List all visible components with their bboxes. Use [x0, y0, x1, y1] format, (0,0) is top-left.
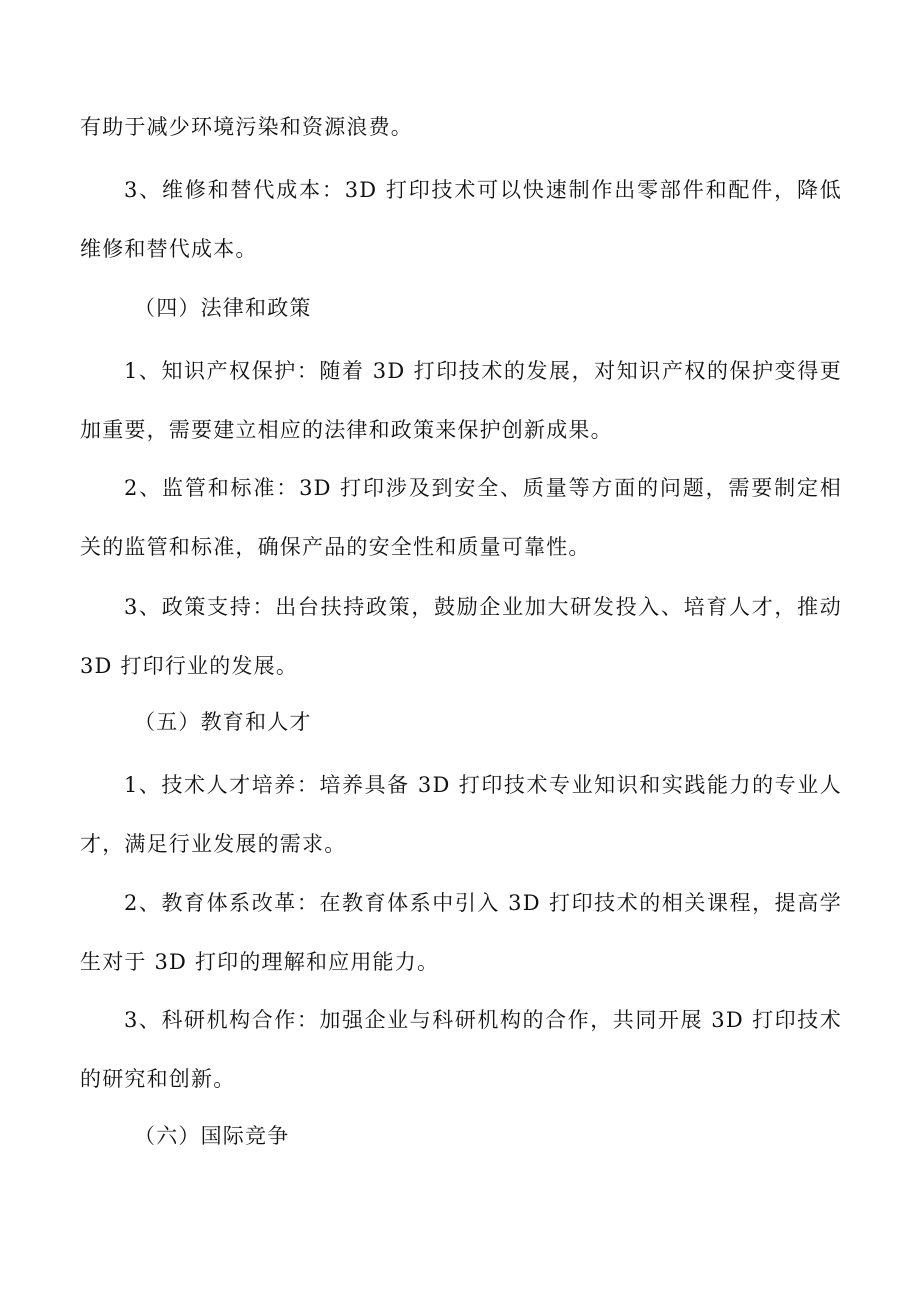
paragraph-research-cooperation: 3、科研机构合作：加强企业与科研机构的合作，共同开展 3D 打印技术的研究和创新。: [80, 1008, 842, 1091]
section-heading-law-policy: （四）法律和政策: [134, 296, 312, 320]
paragraph-policy-support: 3、政策支持：出台扶持政策，鼓励企业加大研发投入、培育人才，推动 3D 打印行业的发展。: [80, 595, 842, 678]
paragraph-ip-protection: 1、知识产权保护：随着 3D 打印技术的发展，对知识产权的保护变得更加重要，需要建立相应的法律和政策来保护创新成果。: [80, 359, 842, 442]
paragraph-education-reform: 2、教育体系改革：在教育体系中引入 3D 打印技术的相关课程，提高学生对于 3D 打印的理解和应用能力。: [80, 891, 842, 974]
section-heading-international-competition: （六）国际竞争: [134, 1124, 290, 1148]
paragraph-regulation-standards: 2、监管和标准：3D 打印涉及到安全、质量等方面的问题，需要制定相关的监管和标准，确保产品的安全性和质量可靠性。: [80, 476, 842, 559]
section-heading-education-talent: （五）教育和人才: [134, 710, 312, 734]
paragraph-talent-training: 1、技术人才培养：培养具备 3D 打印技术专业知识和实践能力的专业人才，满足行业发展的需求。: [80, 773, 842, 856]
paragraph-environment-continued: 有助于减少环境污染和资源浪费。: [80, 115, 413, 139]
paragraph-repair-cost: 3、维修和替代成本：3D 打印技术可以快速制作出零部件和配件，降低维修和替代成本。: [80, 178, 842, 261]
